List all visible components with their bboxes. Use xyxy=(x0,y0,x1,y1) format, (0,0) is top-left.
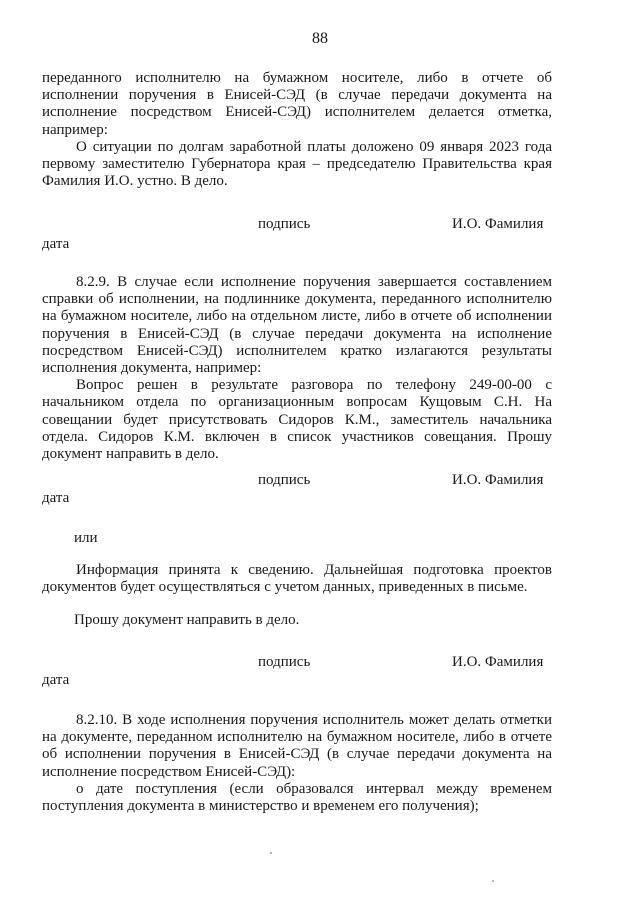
signature-name: И.О. Фамилия xyxy=(452,216,544,232)
paragraph-request: Прошу документ направить в дело. xyxy=(74,612,300,628)
date-label-1: дата xyxy=(42,236,70,252)
paragraph-receipt-date: о дате поступления (если образовался интервал между временем поступления документа в министерство и временем его получения); xyxy=(42,780,552,815)
page-number: 88 xyxy=(312,30,328,47)
signature-row-1 xyxy=(0,216,640,234)
text-block-2 xyxy=(42,274,552,463)
paragraph-example-3: Информация принята к сведению. Дальнейшая подготовка проектов документов будет осуществляться с учетом данных, приведенных в письме. xyxy=(42,562,552,596)
signature-row-3 xyxy=(0,654,640,672)
or-label: или xyxy=(74,530,98,546)
paragraph-continuation: переданного исполнителю на бумажном носителе, либо в отчете об исполнении поручения в Енисей-СЭД (в случае передачи документа на исполнение посредством Енисей-СЭД) исполнителем делается отметка, например: xyxy=(42,70,552,138)
text-block-3 xyxy=(42,562,552,596)
signature-name: И.О. Фамилия xyxy=(452,472,544,488)
scan-speck xyxy=(270,852,272,854)
text-block-4 xyxy=(42,712,552,815)
text-block-1 xyxy=(42,70,552,190)
paragraph-8-2-10: 8.2.10. В ходе исполнения поручения исполнитель может делать отметки на документе, переданном исполнителю на бумажном носителе, либо в отчете об исполнении поручения в Енисей-СЭД (в случае передачи документа на исполнение посредством Енисей-СЭД): xyxy=(42,712,552,780)
signature-name: И.О. Фамилия xyxy=(452,654,544,670)
date-label-2: дата xyxy=(42,490,70,506)
signature-row-2 xyxy=(0,472,640,490)
signature-label: подпись xyxy=(258,216,311,232)
paragraph-8-2-9: 8.2.9. В случае если исполнение поручения завершается составлением справки об исполнении, на подлиннике документа, переданного исполнителю на бумажном носителе, либо на отдельном листе, либо в отчете об исполнении поручения в Енисей-СЭД (в случае передачи документа на исполнение посредством Енисей-СЭД) исполнителем кратко излагаются результаты исполнения документа, например: xyxy=(42,274,552,377)
scan-speck xyxy=(492,880,494,882)
signature-label: подпись xyxy=(258,654,311,670)
date-label-3: дата xyxy=(42,672,70,688)
paragraph-example-1: О ситуации по долгам заработной платы доложено 09 января 2023 года первому заместителю Губернатора края – председателю Правительства края Фамилия И.О. устно. В дело. xyxy=(42,138,552,190)
signature-label: подпись xyxy=(258,472,311,488)
paragraph-example-2: Вопрос решен в результате разговора по телефону 249-00-00 с начальником отдела по организационным вопросам Кущовым С.Н. На совещании будет присутствовать Сидоров К.М., заместитель начальника отдела. Сидоров К.М. включен в список участников совещания. Прошу документ направить в дело. xyxy=(42,377,552,463)
